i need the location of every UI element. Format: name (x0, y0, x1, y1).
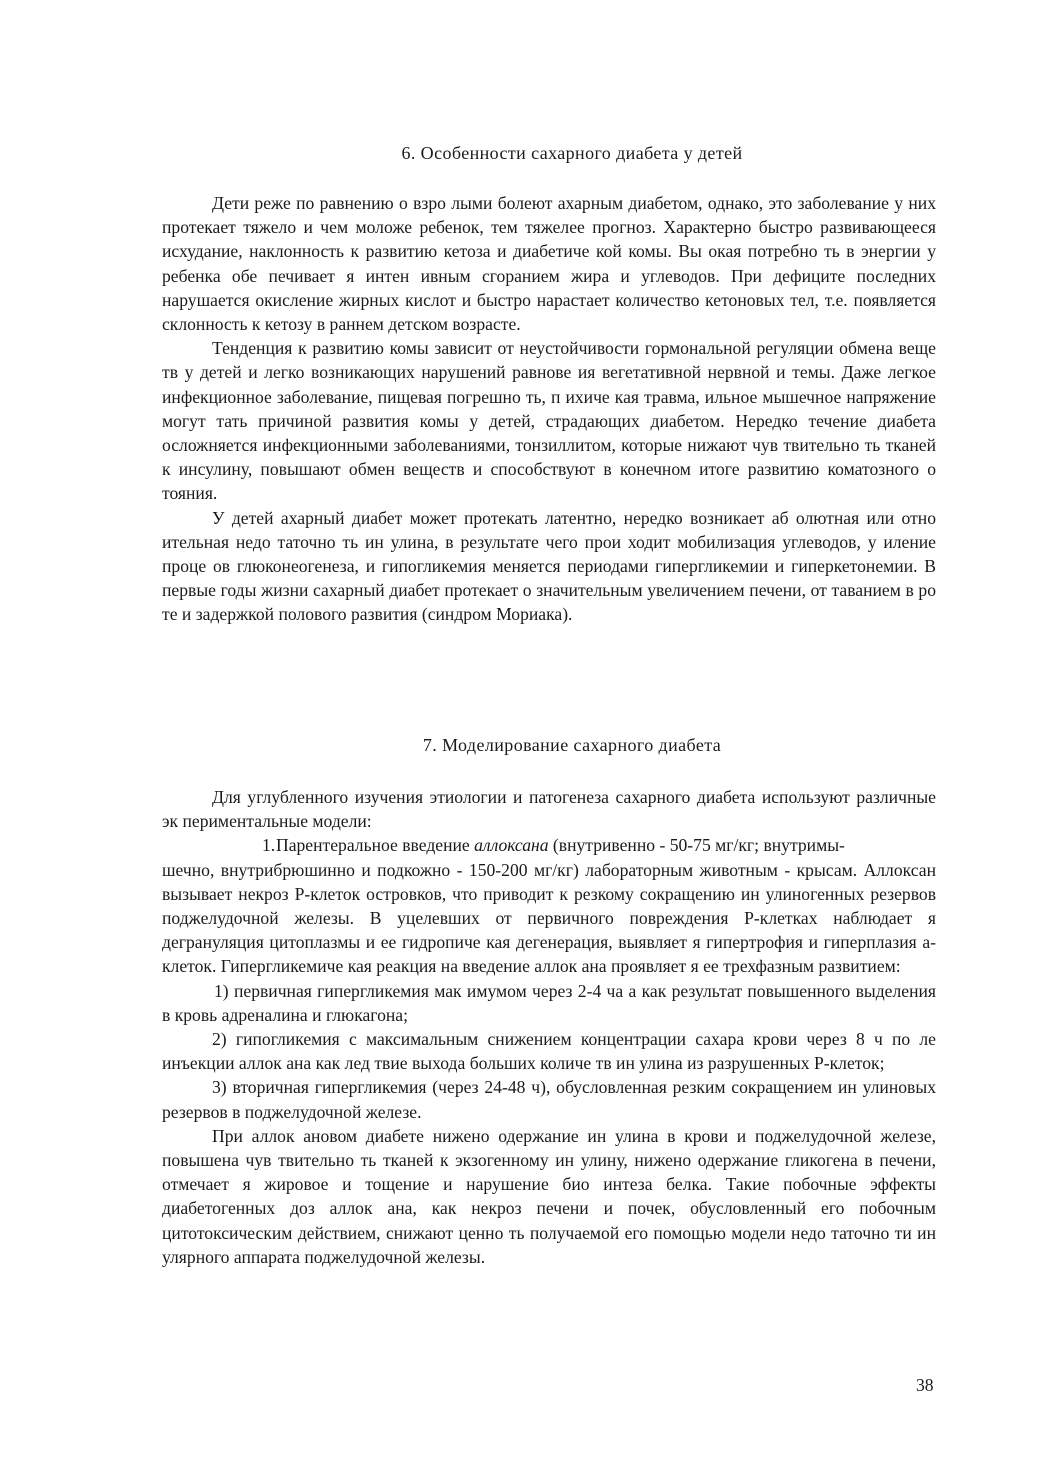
section-7-heading: 7. Моделирование сахарного диабета (422, 735, 722, 755)
list-item-1-lead: Парентеральное введение (276, 835, 475, 856)
section-6-body (162, 191, 936, 627)
section-7-intro: Для углубленного изучения этиологии и патогенеза сахарного диабета используют различные эк периментальные модели: (162, 787, 936, 832)
phase-3: 3) вторичная гипергликемия (через 24-48 ч), обусловленная резким сокращением ин улиновых резервов в поджелудочной железе. (162, 1077, 936, 1122)
section-6-heading: 6. Особенности сахарного диабета у детей (401, 143, 743, 163)
list-item-1-number: 1. (262, 835, 276, 856)
phase-2: 2) гипогликемия с максимальным снижением концентрации сахара крови через 8 ч по ле инъекции аллок ана как лед твие выхода больших количе тв ин улина из разрушенных Р-клеток; (162, 1029, 936, 1074)
section-6-paragraph-2: Тенденция к развитию комы зависит от неустойчивости гормональной регуляции обмена веще тв у детей и легко возникающих нарушений равнове ия вегетативной нервной и темы. Даже легкое инфекционное заболевание, пищевая погрешно ть, п ихиче кая травма, ильное мышечное напряжение могут тать причиной развития комы у детей, страдающих диабетом. Нередко течение диабета осложняется инфекционными заболеваниями, тонзиллитом, которые нижают чув твительно ть тканей к инсулину, повышают обмен веществ и способствуют в конечном итоге развитию коматозного о тояния. (162, 338, 936, 504)
list-item-1-continuation: шечно, внутрибрюшинно и подкожно - 150-200 мг/кг) лабораторным животным - крысам. Аллоксан вызывает некроз Р-клеток островков, что приводит к резкому сокращению ин улиногенных резервов поджелудочной железы. В уцелевших от первичного повреждения Р-клетках наблюдает я дегрануляция цитоплазмы и ее гидропиче кая дегенерация, выявляет я гипертрофия и гиперплазия а-клеток. Гипергликемиче кая реакция на введение аллок ана проявляет я ее трехфазным развитием: (162, 859, 936, 977)
section-6-paragraph-3: У детей ахарный диабет может протекать латентно, нередко возникает аб олютная или отно ительная недо таточно ть ин улина, в результате чего прои ходит мобилизация углеводов, у иление проце ов глюконеогенеза, и гипогликемия меняется периодами гипергликемии и гиперкетонемии. В первые годы жизни сахарный диабет протекает о значительным увеличением печени, от таванием в ро те и задержкой полового развития (синдром Мориака). (162, 507, 936, 625)
section-6-paragraph-1: Дети реже по равнению о взро лыми болеют ахарным диабетом, однако, это заболевание у них протекает тяжело и чем моложе ребенок, тем тяжелее прогноз. Характерно быстро развивающееся исхудание, наклонность к развитию кетоза и диабетиче кой комы. Вы окая потребно ть в энергии у ребенка обе печивает я интен ивным сгоранием жира и углеводов. При дефиците последних нарушается окисление жирных кислот и быстро нарастает количество кетоновых тел, т.е. появляется склонность к кетозу в раннем детском возрасте. (162, 193, 936, 335)
phase-1: 1) первичная гипергликемия мак имумом через 2-4 ча а как результат повышенного выделения в кровь адреналина и глюкагона; (162, 980, 936, 1025)
list-item-1-line1-rest: (внутривенно - 50-75 мг/кг; внутримы- (548, 835, 845, 856)
page-number: 38 (916, 1375, 934, 1395)
section-7-closing: При аллок ановом диабете нижено одержание ин улина в крови и поджелудочной железе, повышена чув твительно ть тканей к экзогенному ин улину, нижено одержание гликогена в печени, отмечает я жировое и тощение и нарушение био интеза белка. Такие побочные эффекты диабетогенных доз аллок ана, как некроз печени и почек, обусловленный его побочным цитотоксическим действием, снижают ценно ть получаемой его помощью модели недо таточно ти ин улярного аппарата поджелудочной железы. (162, 1125, 936, 1267)
list-item-1-first-line (162, 833, 988, 857)
section-7-body (162, 785, 936, 1269)
list-item-1-term: аллоксана (474, 835, 549, 856)
